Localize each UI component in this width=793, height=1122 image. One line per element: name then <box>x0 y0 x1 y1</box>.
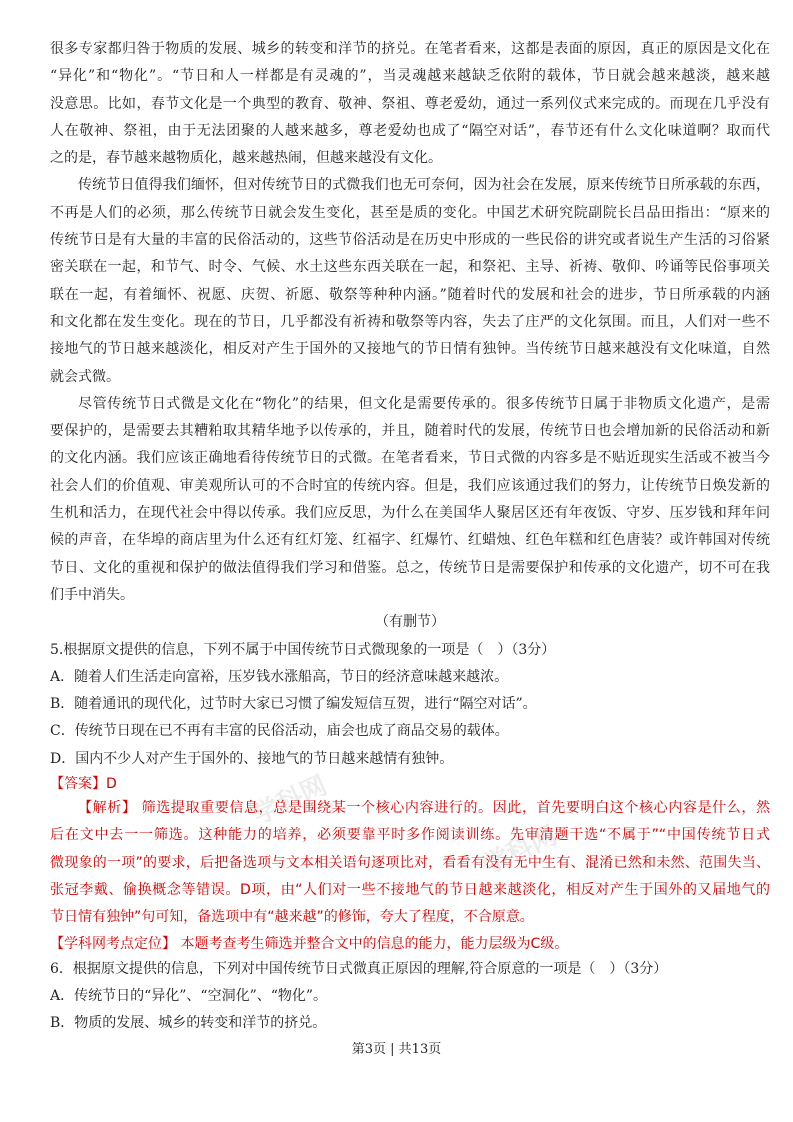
analysis-text: 筛选提取重要信息，总是围绕某一个核心内容进行的。因此，首先要明白这个核心内容是什么，然 <box>141 800 770 817</box>
option-c: C．传统节日现在已不再有丰富的民俗活动，庙会也成了商品交易的载体。 <box>50 723 509 740</box>
option-b: B．物质的发展、城乡的转变和洋节的挤兑。 <box>50 1015 327 1032</box>
knowledge-point-text: 本题考查考生筛选并整合文中的信息的能力，能力层级为C级。 <box>180 935 569 952</box>
text-line: 节日、文化的重视和保护的做法值得我们学习和借鉴。总之，传统节日是需要保护和传承的文化遗产，切不可在我 <box>50 559 770 576</box>
text-line: 联在一起，有着缅怀、祝愿、庆贺、祈愿、敬祭等种种内涵。”随着时代的发展和社会的进步，节日所承载的内涵 <box>50 286 770 303</box>
analysis-line: 微现象的一项”的要求，后把备选项与文本相关语句逐项比对，看看有没有无中生有、混淆已然和未然、范围失当、 <box>50 854 770 871</box>
text-line: 之的是，春节越来越物质化，越来越热闹，但越来越没有文化。 <box>50 150 442 167</box>
text-line: 传统节日是有大量的丰富的民俗活动的，这些节俗活动是在历史中形成的一些民俗的讲究或者说生产生活的习俗紧 <box>50 232 770 249</box>
text-line: 要保护的，是需要去其糟粕取其精华地予以传承的，并且，随着时代的发展，传统节日也会增加新的民俗活动和新 <box>50 423 770 440</box>
question-stem: 5.根据原文提供的信息，下列不属于中国传统节日式微现象的一项是（ ）（3分） <box>50 641 556 658</box>
text-line: 就会式微。 <box>50 368 120 385</box>
answer <box>50 773 770 795</box>
text-line: 尽管传统节日式微是文化在“物化”的结果，但文化是需要传承的。很多传统节日属于非物质文化遗产，是需 <box>78 395 770 412</box>
text-line: 们手中消失。 <box>50 586 134 603</box>
text-line: 人在敬神、祭祖，由于无法团聚的人越来越多，尊老爱幼也成了“隔空对话”，春节还有什么文化味道啊？取而代 <box>50 122 770 139</box>
answer-value: D <box>106 776 117 793</box>
paragraph-3 <box>50 391 770 609</box>
document-page <box>50 36 770 1037</box>
answer-tag: 【答案】 <box>50 776 106 793</box>
page-footer: 第3页 | 共13页 <box>351 1042 442 1057</box>
text-line: “异化”和“物化”。“节日和人一样都是有灵魂的”，当灵魂越来越缺乏依附的载体，节日就会越来越淡，越来越 <box>50 68 770 85</box>
knowledge-point <box>50 932 770 956</box>
option-b: B．随着通讯的现代化，过节时大家已习惯了编发短信互贺，进行“隔空对话”。 <box>50 696 537 713</box>
text-line: 很多专家都归咎于物质的发展、城乡的转变和洋节的挤兑。在笔者看来，这都是表面的原因，真正的原因是文化在 <box>50 41 770 57</box>
analysis-line: 后在文中去一一筛选。这种能力的培养，必须要靠平时多作阅读训练。先审清题干选“不属于”“中国传统节日式 <box>50 827 770 844</box>
analysis <box>50 795 770 931</box>
text-line: 没意思。比如，春节文化是一个典型的教育、敬神、祭祖、尊老爱幼，通过一系列仪式来完成的。而现在几乎没有 <box>50 95 770 112</box>
question-6 <box>50 956 770 1038</box>
question-5 <box>50 637 770 956</box>
analysis-line: 节日情有独钟”句可知，备选项中有“越来越”的修饰，夸大了程度，不合原意。 <box>50 909 534 926</box>
paragraph-2 <box>50 172 770 390</box>
text-line: 密关联在一起，和节气、时令、气候、水土这些东西关联在一起，和祭祀、主导、祈祷、敬仰、吟诵等民俗事项关 <box>50 259 770 276</box>
abridged-note: （有删节） <box>375 614 445 631</box>
paragraph-1 <box>50 36 770 172</box>
text-line: 传统节日值得我们缅怀，但对传统节日的式微我们也无可奈何，因为社会在发展，原来传统节日所承载的东西， <box>78 177 770 194</box>
knowledge-point-tag: 【学科网考点定位】 <box>50 935 176 952</box>
analysis-line <box>50 795 770 822</box>
text-line: 候的声音，在华埠的商店里为什么还有红灯笼、红福字、红爆竹、红蜡烛、红色年糕和红色唐装？或许韩国对传统 <box>50 532 770 549</box>
watermark: 学科网 <box>478 820 562 881</box>
analysis-tag: 【解析】 <box>78 800 137 817</box>
option-d: D．国内不少人对产生于国外的、接地气的节日越来越情有独钟。 <box>50 750 454 767</box>
analysis-line: 张冠李戴、偷换概念等错误。D项，由“人们对一些不接地气的节日越来越淡化，相反对产生于国外的又届地气的 <box>50 881 770 898</box>
text-line: 生机和活力，在现代社会中得以传承。我们应反思，为什么在美国华人聚居区还有年夜饭、守岁、压岁钱和拜年问 <box>50 505 770 522</box>
text-line: 的文化内涵。我们应该正确地看待传统节日的式微。在笔者看来，节日式微的内容多是不贴近现实生活或不被当今 <box>50 450 770 467</box>
text-line: 和文化都在发生变化。现在的节日，几乎都没有祈祷和敬祭等内容，失去了庄严的文化氛围。而且，人们对一些不 <box>50 313 770 330</box>
option-a: A．随着人们生活走向富裕，压岁钱水涨船高，节日的经济意味越来越浓。 <box>50 668 509 685</box>
question-stem: 6．根据原文提供的信息，下列对中国传统节日式微真正原因的理解,符合原意的一项是（ ）（3分） <box>50 960 668 977</box>
watermark: 学科网 <box>248 770 332 831</box>
text-line: 社会人们的价值观、审美观所认可的不合时宜的传统内容。但是，我们应该通过我们的努力，让传统节日焕发新的 <box>50 477 770 494</box>
text-line: 不再是人们的必须，那么传统节日就会发生变化，甚至是质的变化。中国艺术研究院副院长吕品田指出：“原来的 <box>50 204 770 221</box>
option-a: A．传统节日的“异化”、“空洞化”、“物化”。 <box>50 987 328 1004</box>
text-line: 接地气的节日越来越淡化，相反对产生于国外的又接地气的节日情有独钟。当传统节日越来越没有文化味道，自然 <box>50 341 770 358</box>
